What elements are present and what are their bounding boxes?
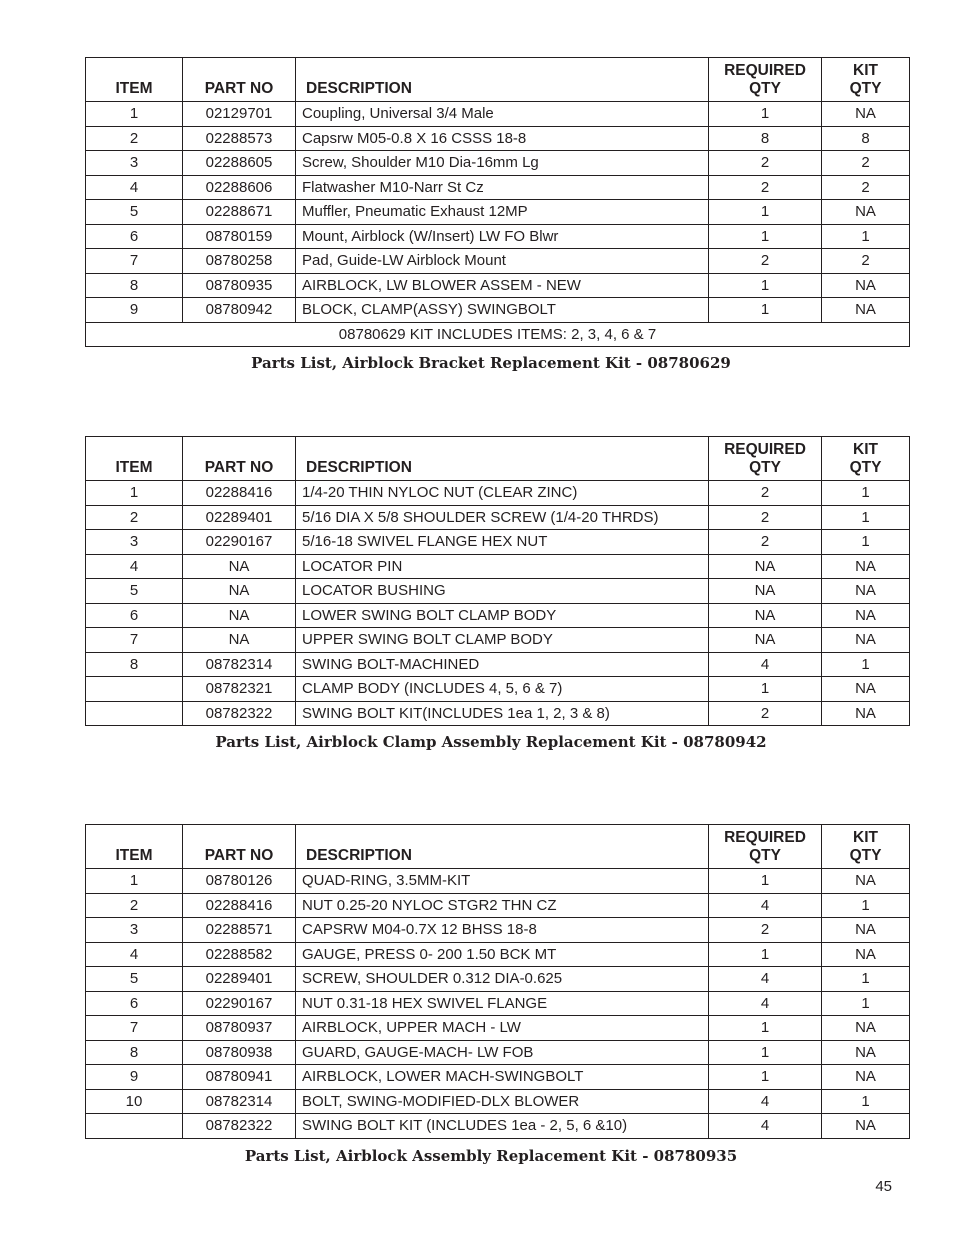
- description-cell: SWING BOLT-MACHINED: [296, 652, 709, 677]
- description-cell: 5/16 DIA X 5/8 SHOULDER SCREW (1/4-20 THRDS): [296, 505, 709, 530]
- header-row: [86, 437, 910, 481]
- kit-qty-cell: NA: [822, 1016, 910, 1041]
- description-cell: LOWER SWING BOLT CLAMP BODY: [296, 603, 709, 628]
- item-cell: 3: [86, 918, 183, 943]
- part-no-cell: 08780938: [183, 1040, 296, 1065]
- item-cell: 4: [86, 942, 183, 967]
- description-cell: LOCATOR BUSHING: [296, 579, 709, 604]
- kit-qty-cell: 8: [822, 126, 910, 151]
- kit-qty-cell: NA: [822, 1065, 910, 1090]
- item-cell: 4: [86, 175, 183, 200]
- description-cell: Muffler, Pneumatic Exhaust 12MP: [296, 200, 709, 225]
- header-item: ITEM: [86, 58, 183, 102]
- table-row: [86, 102, 910, 127]
- item-cell: 9: [86, 1065, 183, 1090]
- kit-qty-cell: NA: [822, 200, 910, 225]
- part-no-cell: 02289401: [183, 505, 296, 530]
- description-cell: QUAD-RING, 3.5MM-KIT: [296, 869, 709, 894]
- kit-qty-cell: 1: [822, 991, 910, 1016]
- kit-qty-cell: 2: [822, 151, 910, 176]
- table-row: [86, 554, 910, 579]
- caption-airblock-assembly-kit: Parts List, Airblock Assembly Replacement Kit - 08780935: [244, 1147, 738, 1165]
- kit-qty-cell: 2: [822, 249, 910, 274]
- description-cell: UPPER SWING BOLT CLAMP BODY: [296, 628, 709, 653]
- required-qty-cell: 1: [709, 224, 822, 249]
- part-no-cell: 08782322: [183, 701, 296, 726]
- header-part-no: PART NO: [183, 58, 296, 102]
- kit-qty-cell: NA: [822, 869, 910, 894]
- kit-qty-cell: 1: [822, 1089, 910, 1114]
- description-cell: LOCATOR PIN: [296, 554, 709, 579]
- item-cell: [86, 1114, 183, 1139]
- item-cell: 5: [86, 200, 183, 225]
- required-qty-cell: 2: [709, 701, 822, 726]
- part-no-cell: 08780935: [183, 273, 296, 298]
- kit-qty-cell: NA: [822, 298, 910, 323]
- part-no-cell: 02289401: [183, 967, 296, 992]
- header-kit-label: KIT: [853, 829, 878, 846]
- table-row: [86, 505, 910, 530]
- description-cell: SWING BOLT KIT (INCLUDES 1ea - 2, 5, 6 &10): [296, 1114, 709, 1139]
- description-cell: NUT 0.31-18 HEX SWIVEL FLANGE: [296, 991, 709, 1016]
- kit-qty-cell: NA: [822, 942, 910, 967]
- required-qty-cell: 4: [709, 652, 822, 677]
- part-no-cell: 08780258: [183, 249, 296, 274]
- description-cell: Capsrw M05-0.8 X 16 CSSS 18-8: [296, 126, 709, 151]
- required-qty-cell: 4: [709, 1114, 822, 1139]
- kit-qty-cell: 1: [822, 893, 910, 918]
- header-required-qty-label: QTY: [749, 80, 781, 97]
- header-description: DESCRIPTION: [296, 58, 709, 102]
- required-qty-cell: NA: [709, 579, 822, 604]
- header-description: DESCRIPTION: [296, 825, 709, 869]
- description-cell: 1/4-20 THIN NYLOC NUT (CLEAR ZINC): [296, 481, 709, 506]
- table-row: [86, 175, 910, 200]
- parts-table-airblock-assembly-kit: [85, 824, 910, 1139]
- part-no-cell: 02288606: [183, 175, 296, 200]
- table-row: [86, 1089, 910, 1114]
- part-no-cell: 02288573: [183, 126, 296, 151]
- table-row: [86, 991, 910, 1016]
- table-row: [86, 481, 910, 506]
- part-no-cell: 08782321: [183, 677, 296, 702]
- required-qty-cell: 1: [709, 200, 822, 225]
- table-row: [86, 918, 910, 943]
- item-cell: 10: [86, 1089, 183, 1114]
- description-cell: 5/16-18 SWIVEL FLANGE HEX NUT: [296, 530, 709, 555]
- kit-qty-cell: NA: [822, 554, 910, 579]
- table-row: [86, 151, 910, 176]
- kit-qty-cell: NA: [822, 273, 910, 298]
- table-row: [86, 273, 910, 298]
- description-cell: CLAMP BODY (INCLUDES 4, 5, 6 & 7): [296, 677, 709, 702]
- required-qty-cell: 1: [709, 1065, 822, 1090]
- item-cell: 6: [86, 603, 183, 628]
- description-cell: BLOCK, CLAMP(ASSY) SWINGBOLT: [296, 298, 709, 323]
- required-qty-cell: 4: [709, 1089, 822, 1114]
- table-row: [86, 628, 910, 653]
- required-qty-cell: 1: [709, 298, 822, 323]
- description-cell: SCREW, SHOULDER 0.312 DIA-0.625: [296, 967, 709, 992]
- description-cell: Pad, Guide-LW Airblock Mount: [296, 249, 709, 274]
- required-qty-cell: 1: [709, 942, 822, 967]
- item-cell: 3: [86, 530, 183, 555]
- table-row: [86, 701, 910, 726]
- header-item: ITEM: [86, 437, 183, 481]
- header-kit-qty-label: QTY: [849, 80, 882, 97]
- required-qty-cell: 2: [709, 481, 822, 506]
- item-cell: 1: [86, 481, 183, 506]
- item-cell: 8: [86, 273, 183, 298]
- required-qty-cell: 1: [709, 1016, 822, 1041]
- part-no-cell: 02290167: [183, 991, 296, 1016]
- required-qty-cell: 1: [709, 273, 822, 298]
- required-qty-cell: 2: [709, 249, 822, 274]
- table-row: [86, 1016, 910, 1041]
- table-row: [86, 298, 910, 323]
- item-cell: 1: [86, 102, 183, 127]
- required-qty-cell: 8: [709, 126, 822, 151]
- item-cell: 2: [86, 505, 183, 530]
- required-qty-cell: 1: [709, 869, 822, 894]
- table-row: [86, 126, 910, 151]
- required-qty-cell: NA: [709, 603, 822, 628]
- parts-table-bracket-kit: [85, 57, 910, 347]
- description-cell: BOLT, SWING-MODIFIED-DLX BLOWER: [296, 1089, 709, 1114]
- table-row: [86, 869, 910, 894]
- kit-qty-cell: NA: [822, 701, 910, 726]
- part-no-cell: 08780941: [183, 1065, 296, 1090]
- table-row: [86, 249, 910, 274]
- description-cell: NUT 0.25-20 NYLOC STGR2 THN CZ: [296, 893, 709, 918]
- table-row: [86, 200, 910, 225]
- part-no-cell: 02288416: [183, 893, 296, 918]
- required-qty-cell: 2: [709, 918, 822, 943]
- table-row: [86, 224, 910, 249]
- item-cell: 6: [86, 991, 183, 1016]
- item-cell: 8: [86, 652, 183, 677]
- caption-clamp-assembly-kit: Parts List, Airblock Clamp Assembly Replacement Kit - 08780942: [215, 733, 767, 751]
- kit-qty-cell: 1: [822, 481, 910, 506]
- kit-qty-cell: NA: [822, 579, 910, 604]
- header-required-label: REQUIRED: [724, 441, 806, 458]
- header-kit-qty: [822, 825, 910, 869]
- table-row: [86, 579, 910, 604]
- kit-qty-cell: NA: [822, 1040, 910, 1065]
- description-cell: GAUGE, PRESS 0- 200 1.50 BCK MT: [296, 942, 709, 967]
- required-qty-cell: 2: [709, 151, 822, 176]
- table-row: [86, 1040, 910, 1065]
- part-no-cell: 02290167: [183, 530, 296, 555]
- item-cell: 7: [86, 249, 183, 274]
- kit-qty-cell: NA: [822, 102, 910, 127]
- header-required-qty-label: QTY: [749, 459, 781, 476]
- table-row: [86, 1114, 910, 1139]
- item-cell: 6: [86, 224, 183, 249]
- required-qty-cell: 1: [709, 102, 822, 127]
- required-qty-cell: 4: [709, 967, 822, 992]
- required-qty-cell: NA: [709, 628, 822, 653]
- table-row: [86, 603, 910, 628]
- required-qty-cell: 2: [709, 505, 822, 530]
- header-kit-label: KIT: [853, 62, 878, 79]
- part-no-cell: 02288571: [183, 918, 296, 943]
- required-qty-cell: 4: [709, 893, 822, 918]
- table-row: [86, 1065, 910, 1090]
- header-required-qty: [709, 437, 822, 481]
- part-no-cell: 08780937: [183, 1016, 296, 1041]
- description-cell: CAPSRW M04-0.7X 12 BHSS 18-8: [296, 918, 709, 943]
- part-no-cell: 08780126: [183, 869, 296, 894]
- kit-qty-cell: NA: [822, 677, 910, 702]
- description-cell: Flatwasher M10-Narr St Cz: [296, 175, 709, 200]
- item-cell: 9: [86, 298, 183, 323]
- part-no-cell: 08782314: [183, 1089, 296, 1114]
- part-no-cell: NA: [183, 554, 296, 579]
- kit-qty-cell: 2: [822, 175, 910, 200]
- header-item: ITEM: [86, 825, 183, 869]
- item-cell: 5: [86, 579, 183, 604]
- header-required-label: REQUIRED: [724, 829, 806, 846]
- parts-table-clamp-assembly-kit: [85, 436, 910, 726]
- kit-qty-cell: 1: [822, 967, 910, 992]
- item-cell: 4: [86, 554, 183, 579]
- header-required-qty-label: QTY: [749, 847, 781, 864]
- header-kit-qty-label: QTY: [849, 847, 882, 864]
- item-cell: 3: [86, 151, 183, 176]
- header-required-qty: [709, 58, 822, 102]
- required-qty-cell: 2: [709, 175, 822, 200]
- item-cell: 2: [86, 126, 183, 151]
- required-qty-cell: 1: [709, 1040, 822, 1065]
- part-no-cell: 08780942: [183, 298, 296, 323]
- header-part-no: PART NO: [183, 437, 296, 481]
- part-no-cell: NA: [183, 579, 296, 604]
- header-row: [86, 58, 910, 102]
- table-row: [86, 677, 910, 702]
- item-cell: 2: [86, 893, 183, 918]
- header-description: DESCRIPTION: [296, 437, 709, 481]
- table-row: [86, 967, 910, 992]
- part-no-cell: 08782314: [183, 652, 296, 677]
- part-no-cell: NA: [183, 628, 296, 653]
- kit-qty-cell: 1: [822, 652, 910, 677]
- kit-qty-cell: NA: [822, 1114, 910, 1139]
- kit-note-row: [86, 322, 910, 347]
- part-no-cell: 08782322: [183, 1114, 296, 1139]
- kit-qty-cell: NA: [822, 918, 910, 943]
- part-no-cell: 02288416: [183, 481, 296, 506]
- header-kit-label: KIT: [853, 441, 878, 458]
- table-row: [86, 942, 910, 967]
- table-row: [86, 652, 910, 677]
- required-qty-cell: 1: [709, 677, 822, 702]
- description-cell: Mount, Airblock (W/Insert) LW FO Blwr: [296, 224, 709, 249]
- header-kit-qty: [822, 437, 910, 481]
- description-cell: AIRBLOCK, LOWER MACH-SWINGBOLT: [296, 1065, 709, 1090]
- header-part-no: PART NO: [183, 825, 296, 869]
- page-number: 45: [875, 1178, 892, 1195]
- part-no-cell: NA: [183, 603, 296, 628]
- required-qty-cell: 4: [709, 991, 822, 1016]
- description-cell: Coupling, Universal 3/4 Male: [296, 102, 709, 127]
- item-cell: 7: [86, 1016, 183, 1041]
- part-no-cell: 02129701: [183, 102, 296, 127]
- kit-qty-cell: 1: [822, 505, 910, 530]
- header-required-qty: [709, 825, 822, 869]
- header-kit-qty-label: QTY: [849, 459, 882, 476]
- part-no-cell: 02288671: [183, 200, 296, 225]
- item-cell: 1: [86, 869, 183, 894]
- description-cell: SWING BOLT KIT(INCLUDES 1ea 1, 2, 3 & 8): [296, 701, 709, 726]
- part-no-cell: 02288582: [183, 942, 296, 967]
- description-cell: AIRBLOCK, LW BLOWER ASSEM - NEW: [296, 273, 709, 298]
- table-row: [86, 893, 910, 918]
- caption-bracket-kit: Parts List, Airblock Bracket Replacement Kit - 08780629: [251, 354, 731, 372]
- part-no-cell: 02288605: [183, 151, 296, 176]
- item-cell: 8: [86, 1040, 183, 1065]
- item-cell: [86, 701, 183, 726]
- description-cell: Screw, Shoulder M10 Dia-16mm Lg: [296, 151, 709, 176]
- required-qty-cell: NA: [709, 554, 822, 579]
- description-cell: AIRBLOCK, UPPER MACH - LW: [296, 1016, 709, 1041]
- item-cell: 7: [86, 628, 183, 653]
- header-required-label: REQUIRED: [724, 62, 806, 79]
- description-cell: GUARD, GAUGE-MACH- LW FOB: [296, 1040, 709, 1065]
- kit-qty-cell: 1: [822, 530, 910, 555]
- kit-includes-note: 08780629 KIT INCLUDES ITEMS: 2, 3, 4, 6 & 7: [86, 322, 910, 347]
- kit-qty-cell: NA: [822, 628, 910, 653]
- header-kit-qty: [822, 58, 910, 102]
- kit-qty-cell: NA: [822, 603, 910, 628]
- item-cell: 5: [86, 967, 183, 992]
- header-row: [86, 825, 910, 869]
- item-cell: [86, 677, 183, 702]
- kit-qty-cell: 1: [822, 224, 910, 249]
- required-qty-cell: 2: [709, 530, 822, 555]
- table-row: [86, 530, 910, 555]
- part-no-cell: 08780159: [183, 224, 296, 249]
